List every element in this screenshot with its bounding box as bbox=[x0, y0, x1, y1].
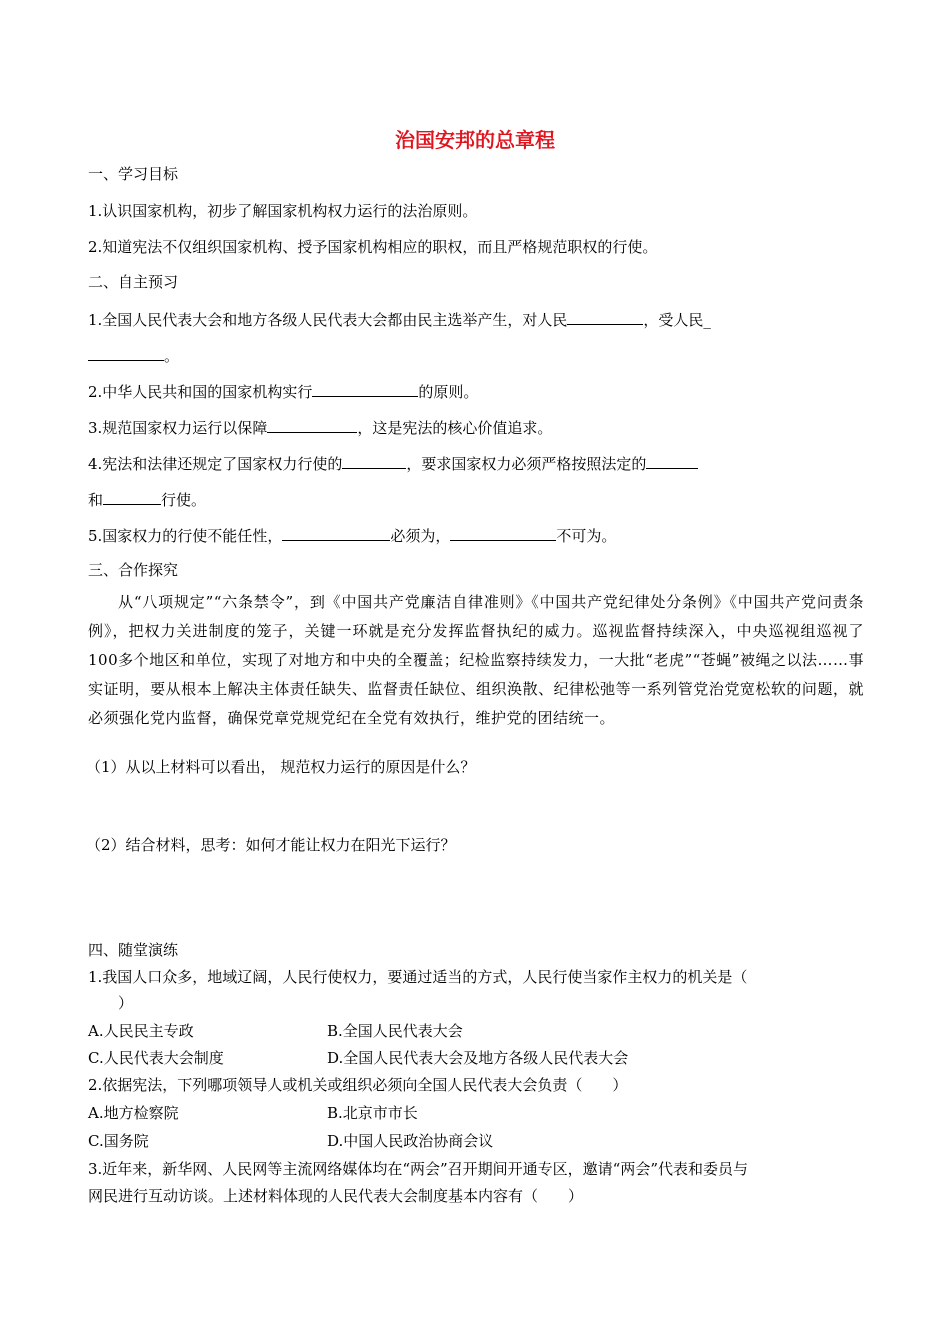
preview-question-1 bbox=[88, 308, 711, 330]
practice-question-1-paren: ） bbox=[118, 994, 134, 1012]
answer-blank[interactable] bbox=[88, 344, 164, 361]
section-heading-objectives: 一、学习目标 bbox=[88, 165, 179, 183]
question-text: 必须为， bbox=[390, 527, 451, 545]
preview-question-1-continued bbox=[88, 344, 179, 366]
option-d[interactable]: D.全国人民代表大会及地方各级人民代表大会 bbox=[327, 1049, 629, 1067]
objective-item-2: 2.知道宪法不仅组织国家机构、授予国家机构相应的职权，而且严格规范职权的行使。 bbox=[88, 238, 658, 256]
preview-question-4-continued bbox=[88, 488, 206, 510]
document-title: 治国安邦的总章程 bbox=[395, 128, 555, 152]
question-text: ，要求国家权力必须严格按照法定的 bbox=[406, 455, 647, 473]
option-d[interactable]: D.中国人民政治协商会议 bbox=[327, 1132, 494, 1150]
section-heading-explore: 三、合作探究 bbox=[88, 561, 179, 579]
explore-question-2: （2）结合材料，思考：如何才能让权力在阳光下运行？ bbox=[86, 836, 456, 854]
question-text: ，这是宪法的核心价值追求。 bbox=[357, 419, 553, 437]
option-c[interactable]: C.人民代表大会制度 bbox=[88, 1049, 224, 1067]
question-text: 。 bbox=[164, 347, 180, 365]
preview-question-5 bbox=[88, 524, 616, 546]
practice-question-1: 1.我国人口众多，地域辽阔，人民行使权力，要通过适当的方式，人民行使当家作主权力的机关是（ bbox=[88, 968, 748, 986]
preview-question-3 bbox=[88, 416, 552, 438]
explore-material-paragraph: 从“八项规定”“六条禁令”，到《中国共产党廉洁自律准则》《中国共产党纪律处分条例》《中国共产党问责条例》，把权力关进制度的笼子，关键一环就是充分发挥监督执纪的威力。巡视监督持续深入，中央巡视组巡视了100多个地区和单位，实现了对地方和中央的全覆盖；纪检监察持续发力，一大批“老虎”“苍蝇”被绳之以法……事实证明，要从根本上解决主体责任缺失、监督责任缺位、组织涣散、纪律松弛等一系列管党治党宽松软的问题，就必须强化党内监督，确保党章党规党纪在全党有效执行，维护党的团结统一。 bbox=[88, 593, 864, 727]
preview-question-2 bbox=[88, 380, 478, 402]
question-text: 3.规范国家权力运行以保障 bbox=[88, 419, 268, 437]
answer-blank[interactable] bbox=[342, 452, 406, 469]
answer-blank[interactable] bbox=[267, 416, 357, 433]
option-b[interactable]: B.北京市市长 bbox=[327, 1104, 418, 1122]
answer-blank[interactable] bbox=[450, 524, 556, 541]
practice-question-2: 2.依据宪法，下列哪项领导人或机关或组织必须向全国人民代表大会负责（ ） bbox=[88, 1076, 628, 1094]
section-heading-practice: 四、随堂演练 bbox=[88, 941, 179, 959]
question-text: ，受人民 bbox=[643, 311, 704, 329]
section-heading-preview: 二、自主预习 bbox=[88, 273, 179, 291]
answer-blank[interactable] bbox=[312, 380, 418, 397]
question-text: _ bbox=[703, 311, 711, 329]
answer-blank[interactable] bbox=[567, 308, 643, 325]
option-b[interactable]: B.全国人民代表大会 bbox=[327, 1022, 463, 1040]
answer-blank[interactable] bbox=[646, 452, 698, 469]
answer-blank[interactable] bbox=[103, 488, 161, 505]
practice-question-3: 3.近年来，新华网、人民网等主流网络媒体均在“两会”召开期间开通专区，邀请“两会”代表和委员与 bbox=[88, 1160, 748, 1178]
question-text: 行使。 bbox=[161, 491, 207, 509]
option-a[interactable]: A.人民民主专政 bbox=[88, 1022, 194, 1040]
option-a[interactable]: A.地方检察院 bbox=[88, 1104, 179, 1122]
question-text: 的原则。 bbox=[418, 383, 479, 401]
question-text: 1.全国人民代表大会和地方各级人民代表大会都由民主选举产生，对人民 bbox=[88, 311, 568, 329]
question-text: 不可为。 bbox=[556, 527, 617, 545]
answer-blank[interactable] bbox=[282, 524, 390, 541]
objective-item-1: 1.认识国家机构，初步了解国家机构权力运行的法治原则。 bbox=[88, 202, 478, 220]
option-c[interactable]: C.国务院 bbox=[88, 1132, 149, 1150]
practice-question-3-continued: 网民进行互动访谈。上述材料体现的人民代表大会制度基本内容有（ ） bbox=[88, 1187, 584, 1205]
question-text: 2.中华人民共和国的国家机构实行 bbox=[88, 383, 313, 401]
preview-question-4 bbox=[88, 452, 698, 474]
question-text: 和 bbox=[88, 491, 104, 509]
explore-question-1: （1）从以上材料可以看出， 规范权力运行的原因是什么？ bbox=[86, 758, 476, 776]
question-text: 4.宪法和法律还规定了国家权力行使的 bbox=[88, 455, 343, 473]
question-text: 5.国家权力的行使不能任性， bbox=[88, 527, 283, 545]
